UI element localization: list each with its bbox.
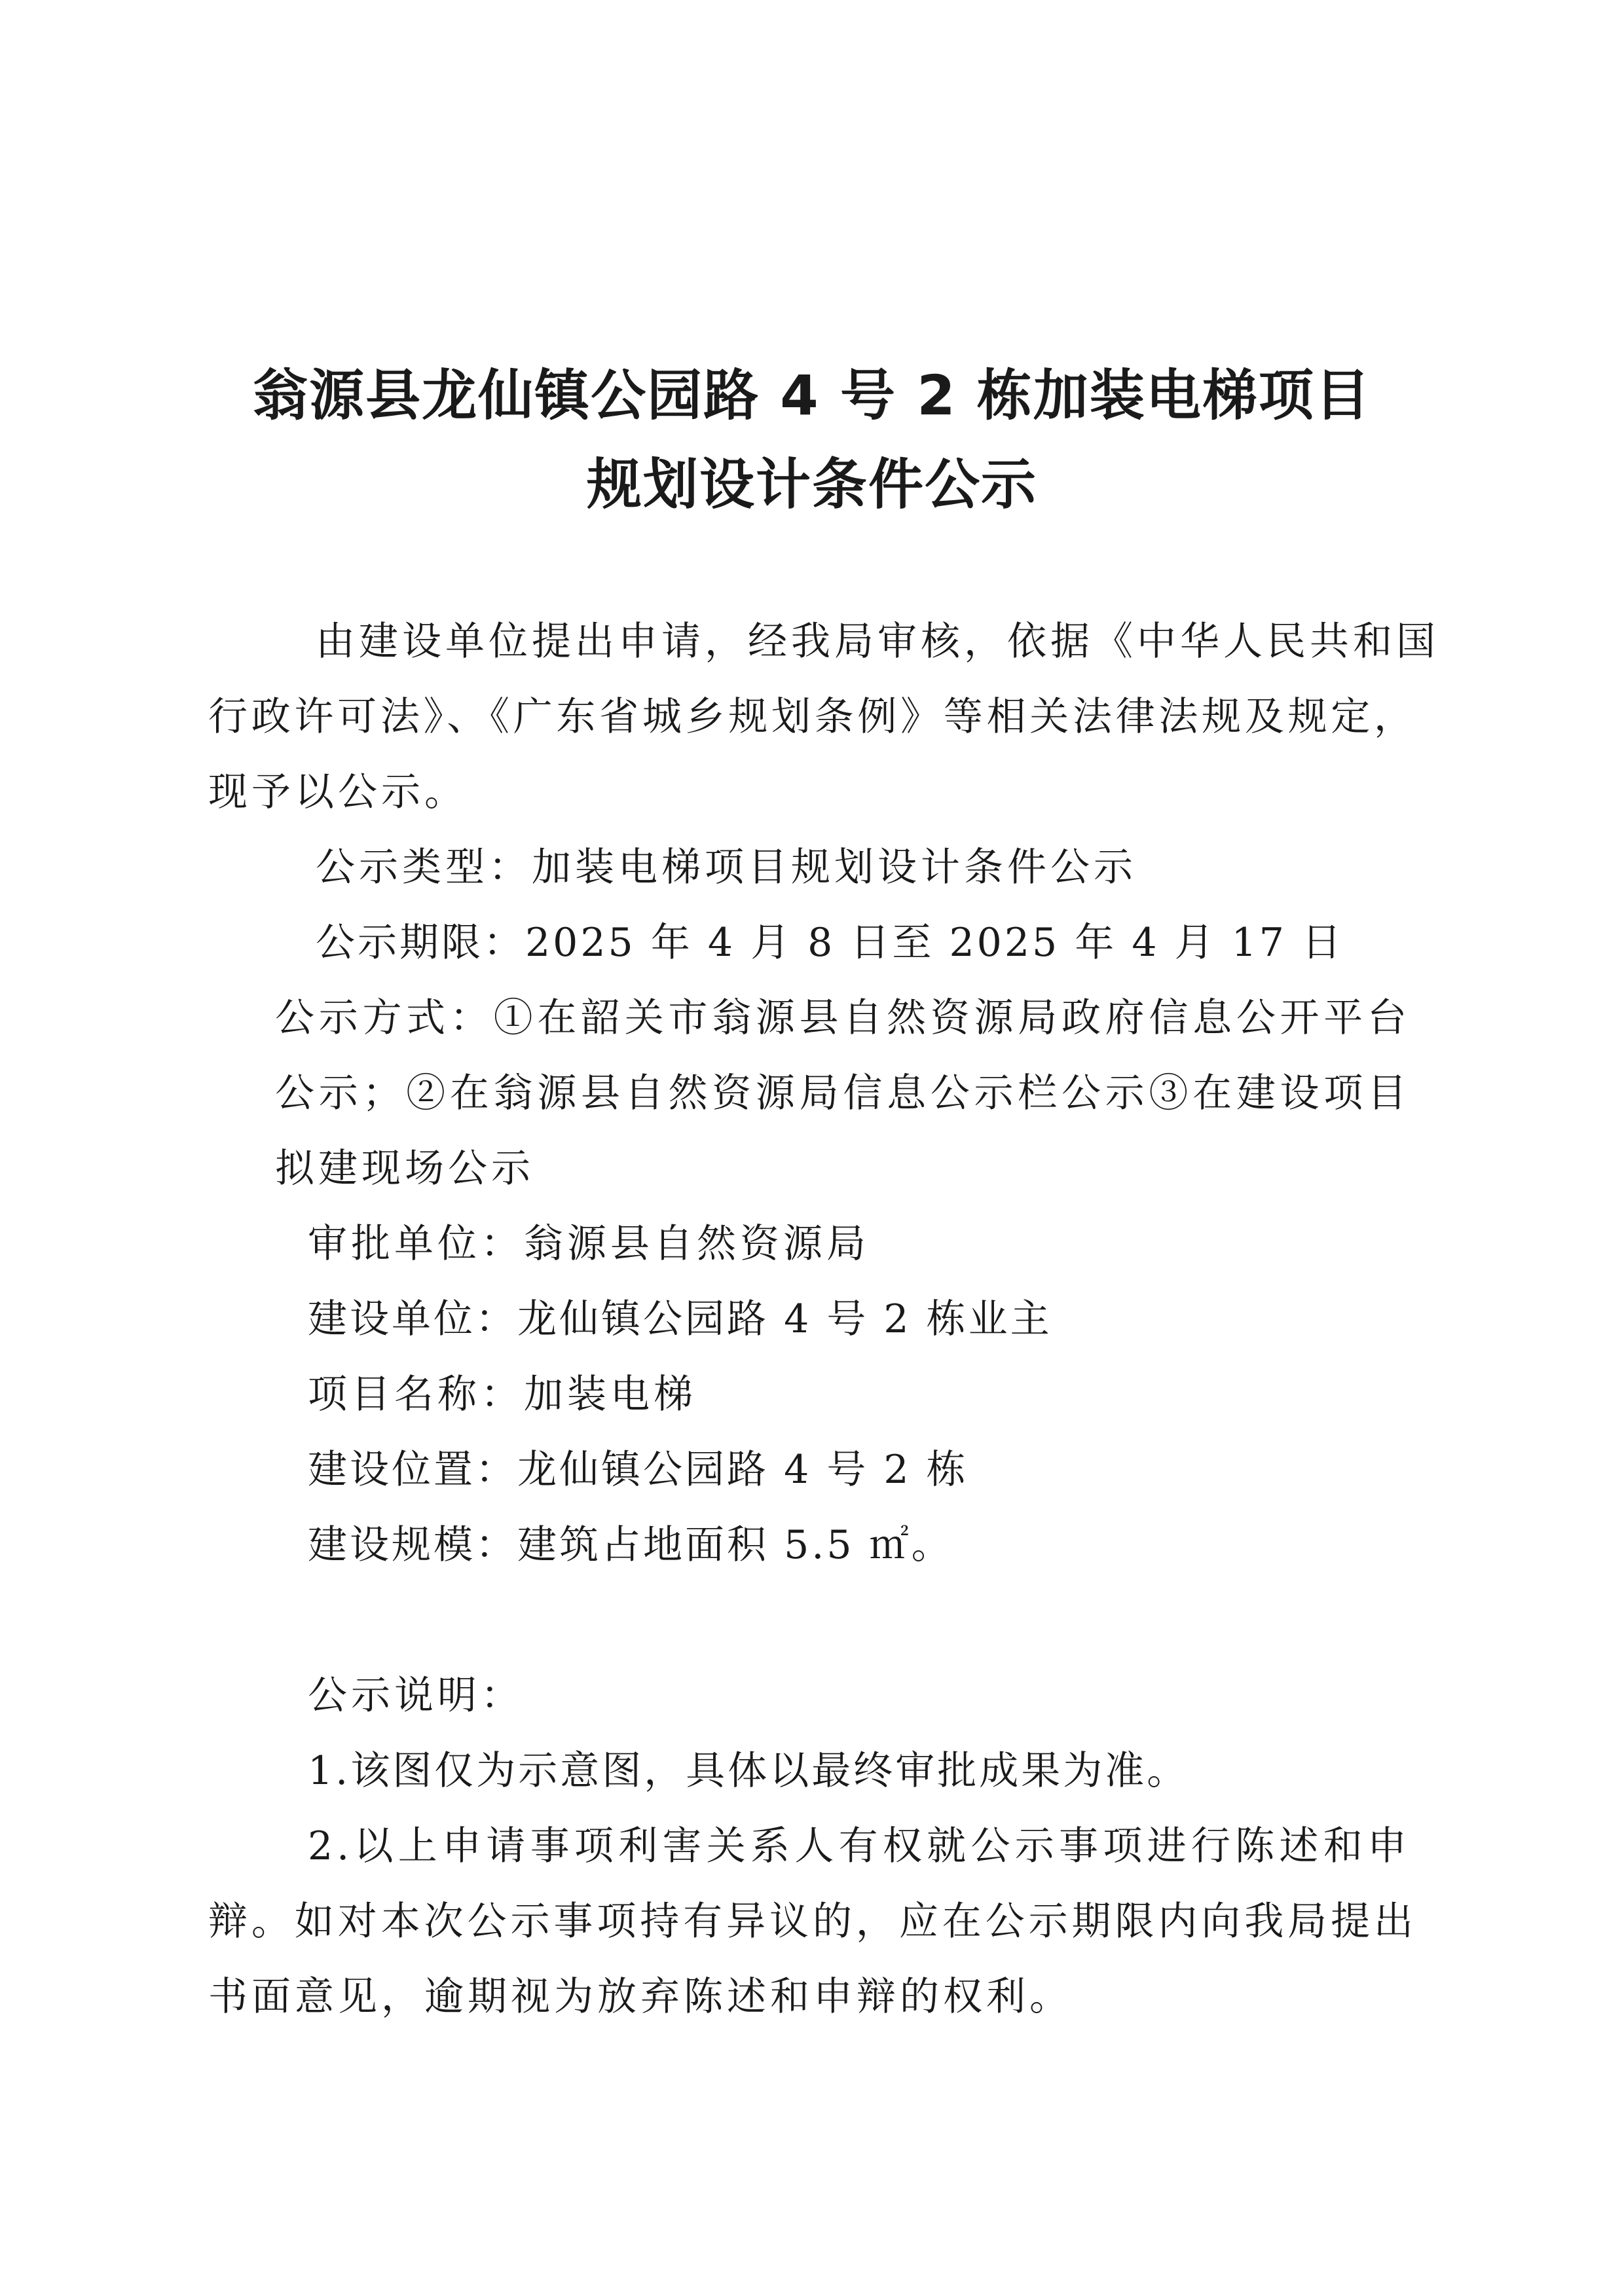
notice-type: 公示类型：加装电梯项目规划设计条件公示 <box>316 845 1137 890</box>
notice-method-line-3: 拟建现场公示 <box>275 1146 534 1192</box>
document-title-line-2: 规划设计条件公示 <box>586 452 1037 517</box>
explanation-heading: 公示说明： <box>308 1673 524 1719</box>
notice-method-line-1: 公示方式：①在韶关市翁源县自然资源局政府信息公开平台 <box>275 995 1411 1041</box>
intro-line-3: 现予以公示。 <box>208 769 468 815</box>
explanation-item-2-line-3: 书面意见，逾期视为放弃陈述和申辩的权利。 <box>208 1974 1073 2020</box>
document-title-line-1: 翁源县龙仙镇公园路 4 号 2 栋加装电梯项目 <box>253 363 1371 428</box>
project-name: 项目名称：加装电梯 <box>308 1372 697 1417</box>
explanation-item-2-line-2: 辩。如对本次公示事项持有异议的，应在公示期限内向我局提出 <box>208 1899 1413 1944</box>
notice-method-line-2: 公示；②在翁源县自然资源局信息公示栏公示③在建设项目 <box>275 1070 1411 1116</box>
intro-line-1: 由建设单位提出申请，经我局审核，依据《中华人民共和国 <box>316 619 1439 665</box>
construction-scale: 建设规模：建筑占地面积 5.5 ㎡。 <box>308 1522 953 1568</box>
explanation-item-2-line-1: 2.以上申请事项利害关系人有权就公示事项进行陈述和申 <box>308 1823 1411 1869</box>
intro-line-2: 行政许可法》、《广东省城乡规划条例》等相关法律法规及规定， <box>208 694 1413 740</box>
construction-unit: 建设单位：龙仙镇公园路 4 号 2 栋业主 <box>308 1296 1052 1342</box>
explanation-item-1: 1.该图仅为示意图，具体以最终审批成果为准。 <box>308 1748 1189 1794</box>
notice-period: 公示期限：2025 年 4 月 8 日至 2025 年 4 月 17 日 <box>316 920 1344 966</box>
approval-unit: 审批单位：翁源县自然资源局 <box>308 1221 870 1267</box>
construction-location: 建设位置：龙仙镇公园路 4 号 2 栋 <box>308 1447 969 1493</box>
